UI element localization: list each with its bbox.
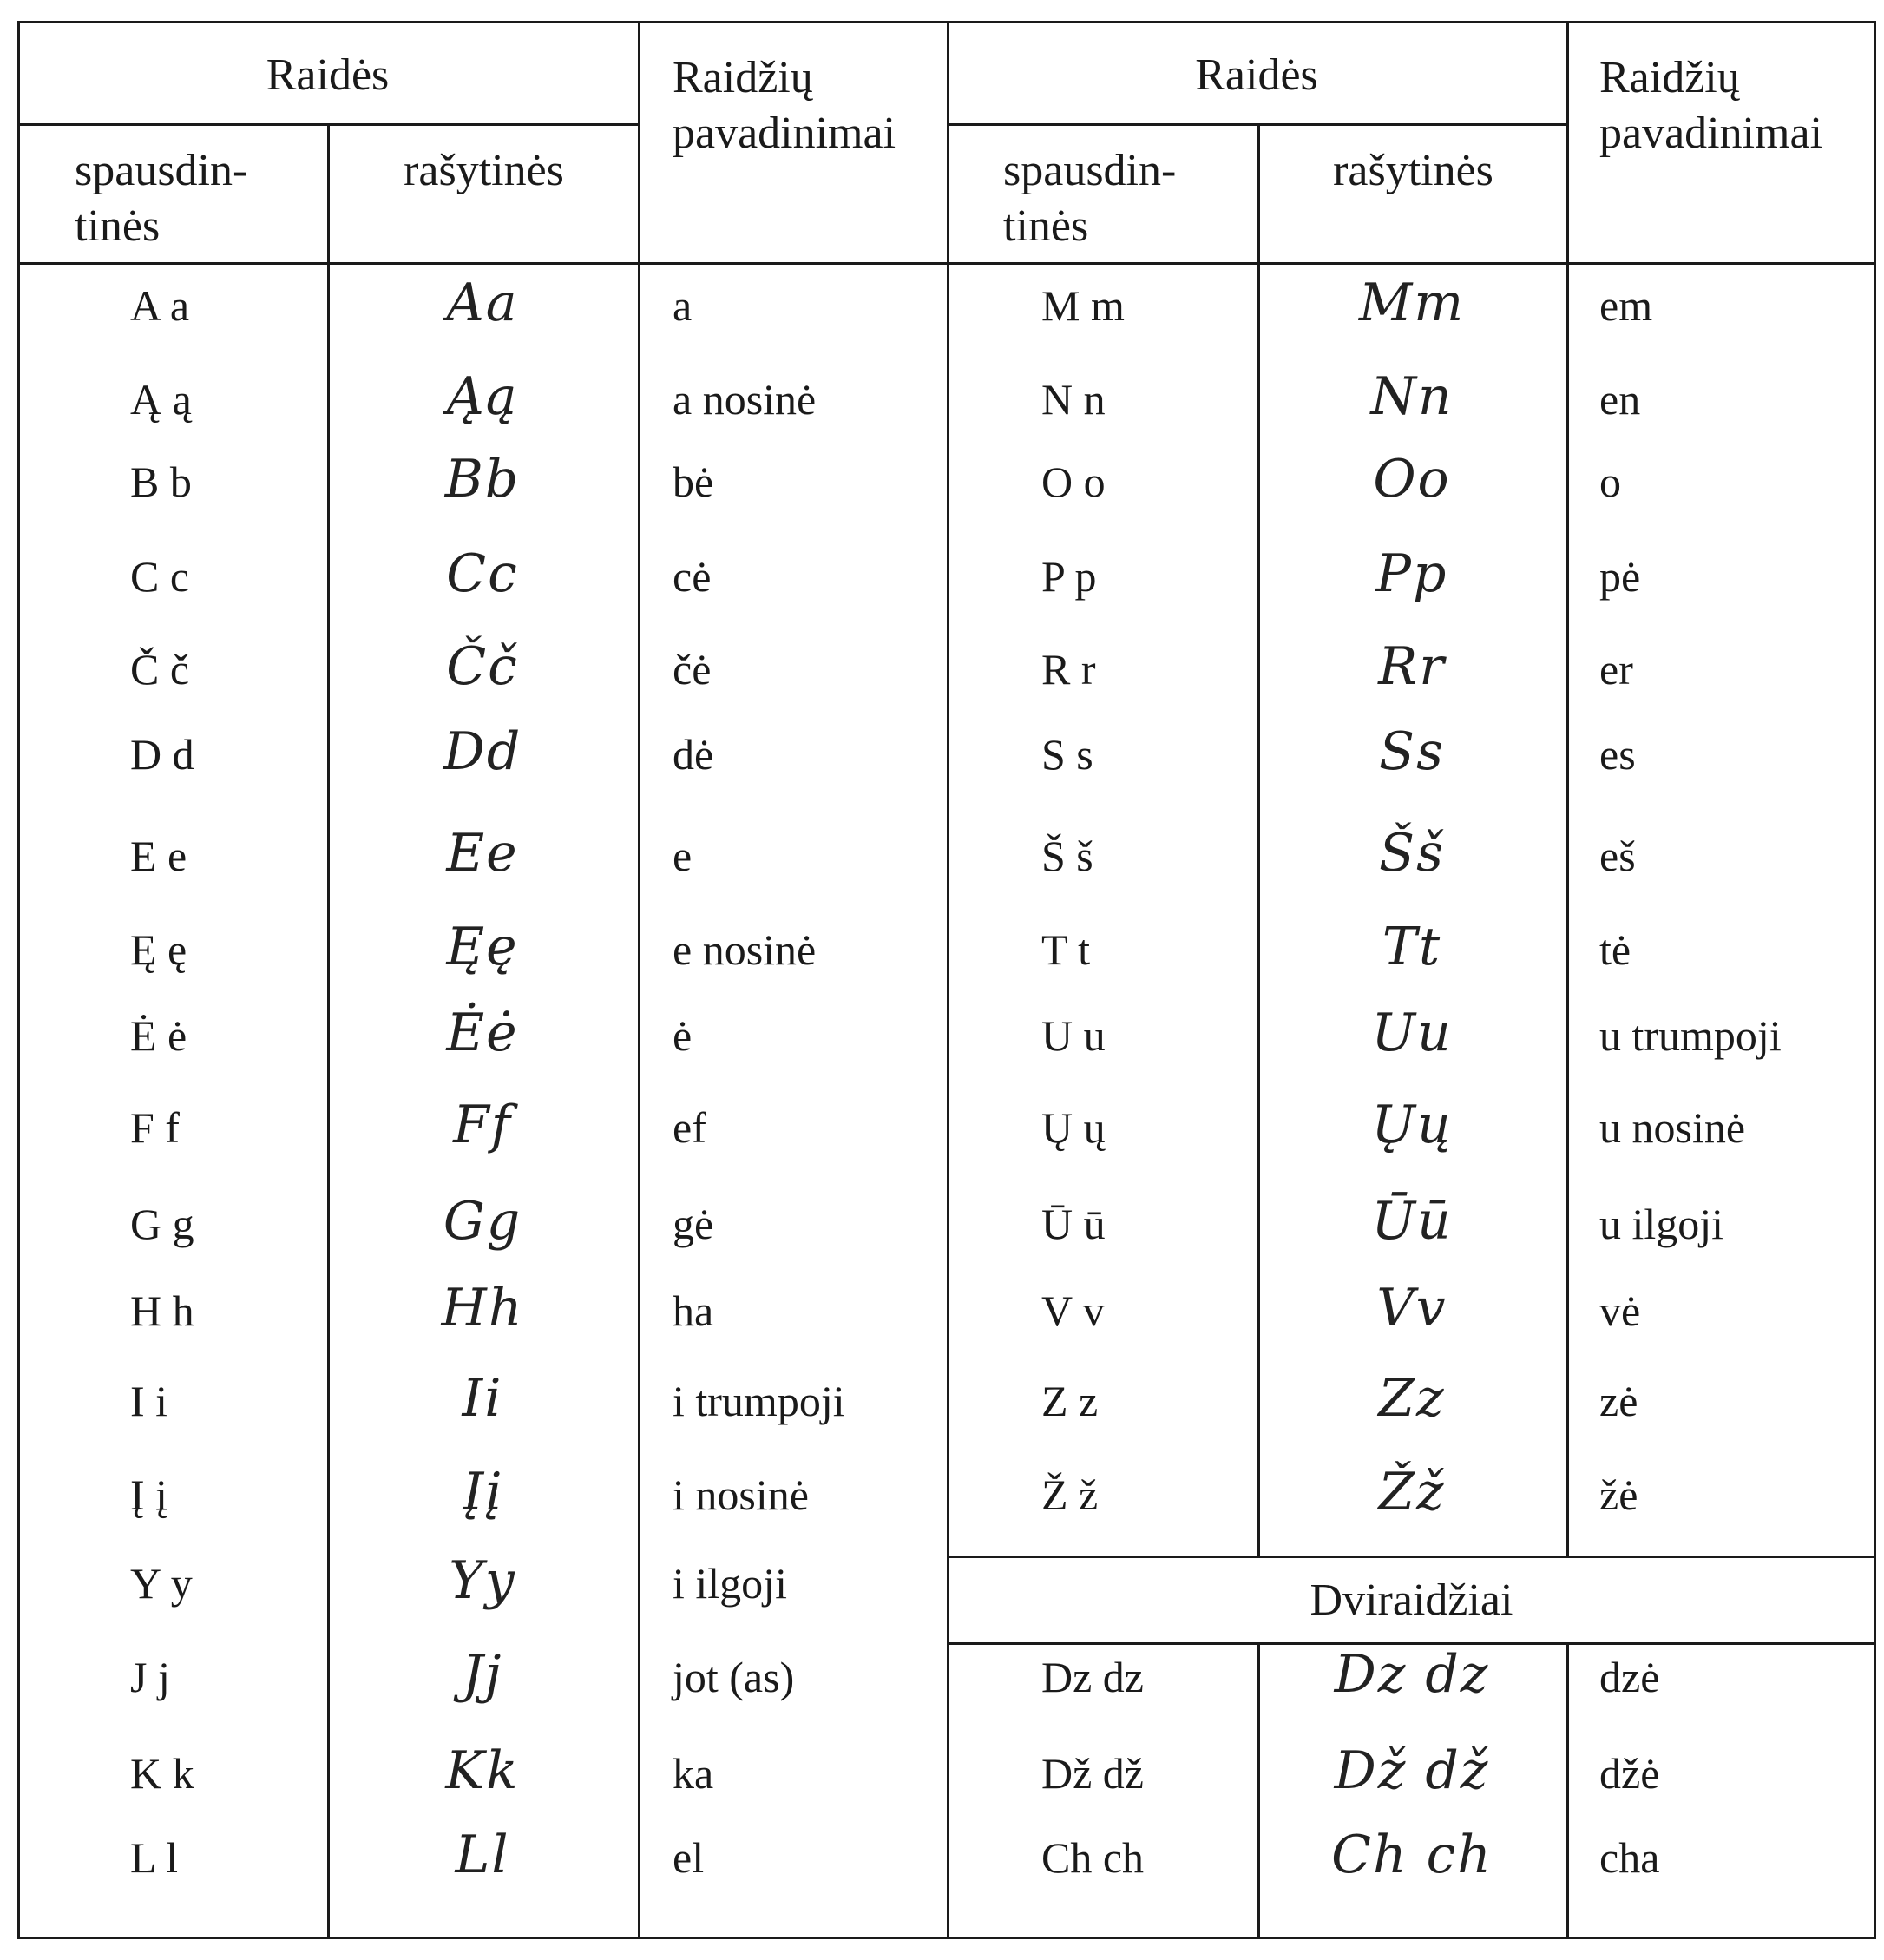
letter-name: u nosinė — [1599, 1103, 1746, 1152]
printed-letter: Ė ė — [130, 1011, 187, 1060]
letter-name: e nosinė — [673, 925, 817, 974]
letter-name: žė — [1599, 1470, 1638, 1519]
printed-letter: C c — [130, 552, 190, 601]
printed-letter: Z z — [1041, 1377, 1099, 1425]
printed-letter: D d — [130, 730, 194, 779]
column-divider — [327, 263, 330, 1939]
handwritten-letter: Ųų — [1371, 1095, 1453, 1155]
letter-name: el — [673, 1833, 705, 1882]
handwritten-letter: Kk — [445, 1740, 520, 1801]
letter-name: dė — [673, 730, 714, 779]
letter-name: tė — [1599, 925, 1631, 974]
letters-header-right: Raidės — [1195, 50, 1318, 100]
letter-name: gė — [673, 1200, 714, 1248]
handwritten-letter: Mm — [1358, 273, 1466, 333]
column-divider — [1257, 1643, 1260, 1939]
printed-letter: K k — [130, 1749, 194, 1798]
handwritten-letter: Aa — [446, 273, 519, 333]
letter-name: u trumpoji — [1599, 1011, 1782, 1060]
handwritten-letter: Dž dž — [1334, 1740, 1490, 1801]
handwritten-letter: Ėė — [446, 1003, 519, 1063]
handwritten-letter: Ll — [455, 1825, 510, 1885]
handwritten-letter: Zz — [1378, 1368, 1446, 1429]
column-divider — [638, 21, 640, 1939]
handwritten-letter: Yy — [449, 1550, 516, 1611]
printed-letter: N n — [1041, 375, 1106, 424]
names-header-right: Raidžių pavadinimai — [1599, 53, 1823, 158]
printed-letter: F f — [130, 1103, 180, 1152]
handwritten-letter: Ūū — [1371, 1191, 1453, 1252]
letter-name: cė — [673, 552, 712, 601]
printed-letter: Ų ų — [1041, 1103, 1106, 1152]
handwritten-letter: Vv — [1376, 1278, 1447, 1338]
handwritten-letter: Ss — [1379, 721, 1445, 782]
handwritten-letter: Ff — [453, 1095, 512, 1155]
handwritten-letter: Nn — [1370, 366, 1454, 427]
printed-letter: L l — [130, 1833, 179, 1882]
letter-name: zė — [1599, 1377, 1638, 1425]
handwritten-letter: Pp — [1375, 543, 1448, 604]
handwritten-letter: Įį — [462, 1462, 503, 1523]
printed-letter: H h — [130, 1286, 194, 1335]
handwritten-letter: Cc — [446, 543, 519, 604]
printed-letter: Ū ū — [1041, 1200, 1106, 1248]
printed-letter: Y y — [130, 1559, 193, 1608]
handwritten-header-right: rašytinės — [1333, 146, 1493, 195]
handwritten-letter: Gg — [443, 1191, 522, 1252]
column-divider — [1566, 1643, 1569, 1939]
printed-letter: V v — [1041, 1286, 1105, 1335]
column-divider — [1566, 21, 1569, 1556]
handwritten-letter: Rr — [1378, 636, 1446, 697]
printed-letter: S s — [1041, 730, 1093, 779]
printed-letter: Ch ch — [1041, 1833, 1145, 1882]
handwritten-letter: Bb — [444, 449, 521, 510]
printed-header-left: spausdin- tinės — [75, 146, 248, 251]
handwritten-letter: Ch ch — [1331, 1825, 1493, 1885]
letter-name: i nosinė — [673, 1470, 809, 1519]
handwritten-letter: Ii — [462, 1368, 503, 1429]
row-divider — [947, 123, 1566, 126]
letter-name: en — [1599, 375, 1641, 424]
letter-name: vė — [1599, 1286, 1641, 1335]
handwritten-letter: Dz dz — [1334, 1644, 1490, 1705]
handwritten-letter: Dd — [443, 721, 522, 782]
letter-name: a — [673, 281, 693, 330]
printed-letter: Š š — [1041, 832, 1093, 880]
printed-letter: M m — [1041, 281, 1125, 330]
printed-letter: R r — [1041, 645, 1096, 694]
row-divider — [947, 1556, 1876, 1558]
printed-letter: A a — [130, 281, 190, 330]
letter-name: a nosinė — [673, 375, 817, 424]
printed-letter: I i — [130, 1377, 168, 1425]
letter-name: čė — [673, 645, 712, 694]
printed-letter: Dz dz — [1041, 1653, 1144, 1701]
printed-letter: J j — [130, 1653, 170, 1701]
letter-name: i ilgoji — [673, 1559, 787, 1608]
letter-name: ė — [673, 1011, 693, 1060]
printed-letter: G g — [130, 1200, 194, 1248]
printed-letter: E e — [130, 832, 187, 880]
handwritten-letter: Šš — [1379, 823, 1445, 884]
handwritten-letter: Čč — [446, 636, 519, 697]
row-divider — [17, 123, 638, 126]
handwritten-letter: Hh — [441, 1278, 524, 1338]
handwritten-letter: Uu — [1371, 1003, 1453, 1063]
printed-letter: P p — [1041, 552, 1097, 601]
handwritten-letter: Ęę — [446, 917, 519, 977]
printed-letter: Ę ę — [130, 925, 187, 974]
letter-name: es — [1599, 730, 1636, 779]
letter-name: ha — [673, 1286, 714, 1335]
printed-letter: Č č — [130, 645, 190, 694]
letter-name: dzė — [1599, 1653, 1660, 1701]
printed-letter: Ž ž — [1041, 1470, 1099, 1519]
handwritten-letter: Ee — [446, 823, 519, 884]
printed-header-right: spausdin- tinės — [1003, 146, 1177, 251]
letter-name: cha — [1599, 1833, 1660, 1882]
printed-letter: O o — [1041, 457, 1106, 506]
digraphs-header: Dviraidžiai — [1310, 1575, 1513, 1625]
printed-letter: U u — [1041, 1011, 1106, 1060]
printed-letter: Ą ą — [130, 375, 192, 424]
printed-letter: Dž dž — [1041, 1749, 1144, 1798]
handwritten-letter: Jj — [462, 1644, 503, 1705]
letter-name: džė — [1599, 1749, 1660, 1798]
names-header-left: Raidžių pavadinimai — [673, 53, 896, 158]
letter-name: eš — [1599, 832, 1636, 880]
letter-name: ka — [673, 1749, 714, 1798]
handwritten-header-left: rašytinės — [404, 146, 564, 195]
letter-name: o — [1599, 457, 1621, 506]
column-divider — [1257, 123, 1260, 1556]
handwritten-letter: Oo — [1373, 449, 1451, 510]
printed-letter: T t — [1041, 925, 1091, 974]
handwritten-letter: Žž — [1378, 1462, 1446, 1523]
letter-name: i trumpoji — [673, 1377, 845, 1425]
handwritten-letter: Ąą — [446, 366, 519, 427]
row-divider — [17, 262, 1876, 265]
handwritten-letter: Tt — [1382, 917, 1442, 977]
printed-letter: B b — [130, 457, 192, 506]
letter-name: jot (as) — [673, 1653, 795, 1701]
letter-name: e — [673, 832, 693, 880]
letter-name: bė — [673, 457, 714, 506]
column-divider — [947, 21, 949, 1939]
letter-name: er — [1599, 645, 1633, 694]
printed-letter: Į į — [130, 1470, 168, 1519]
letter-name: ef — [673, 1103, 706, 1152]
letter-name: em — [1599, 281, 1653, 330]
letter-name: u ilgoji — [1599, 1200, 1724, 1248]
letters-header-left: Raidės — [266, 50, 390, 100]
letter-name: pė — [1599, 552, 1641, 601]
